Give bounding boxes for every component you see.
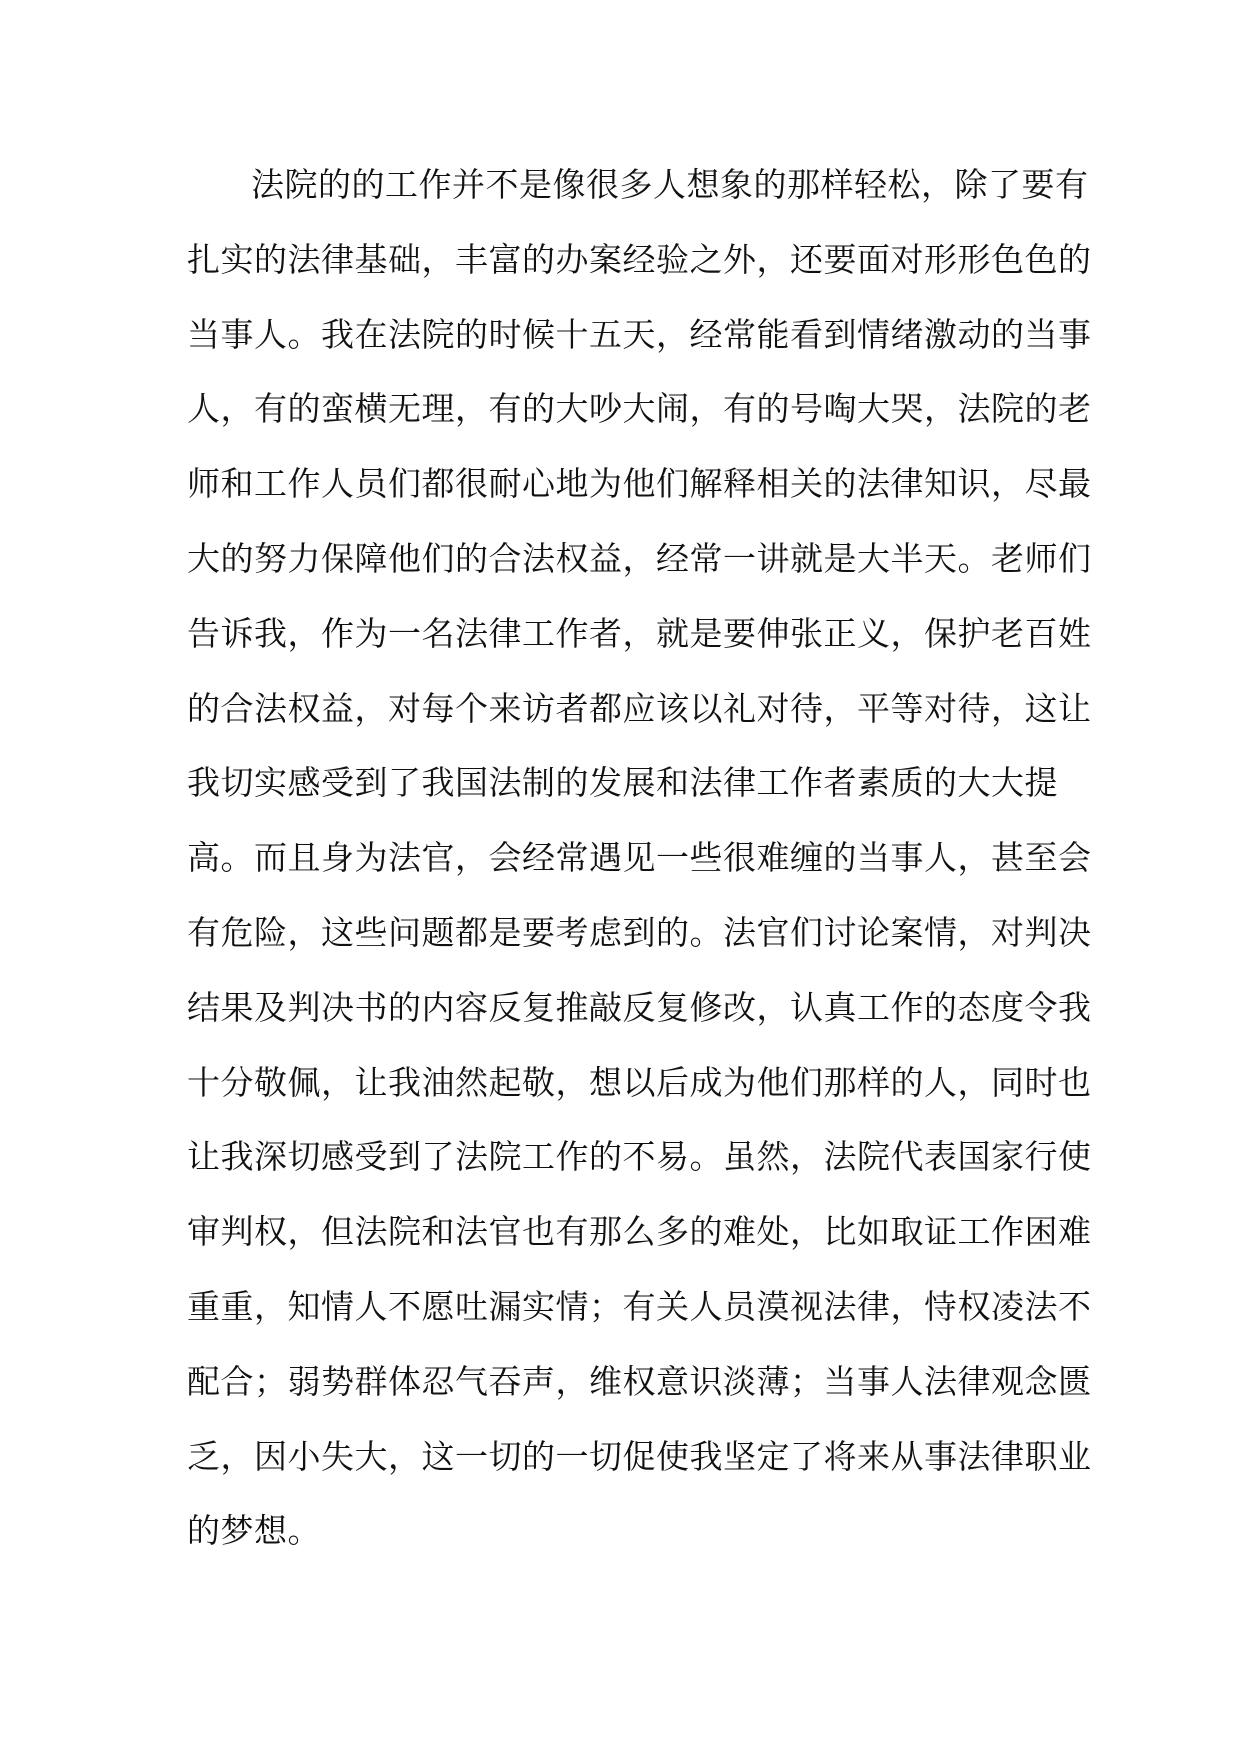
paragraph-line: 告诉我，作为一名法律工作者，就是要伸张正义，保护老百姓 bbox=[187, 613, 1092, 653]
paragraph-line: 大的努力保障他们的合法权益，经常一讲就是大半天。老师们 bbox=[187, 538, 1092, 578]
paragraph-line: 审判权，但法院和法官也有那么多的难处，比如取证工作困难 bbox=[187, 1212, 1092, 1252]
paragraph-line: 当事人。我在法院的时候十五天，经常能看到情绪激动的当事 bbox=[187, 314, 1092, 354]
paragraph-line: 的合法权益，对每个来访者都应该以礼对待，平等对待，这让 bbox=[187, 688, 1092, 728]
paragraph-line: 人，有的蛮横无理，有的大吵大闹，有的号啕大哭，法院的老 bbox=[187, 389, 1092, 429]
paragraph-line: 重重，知情人不愿吐漏实情；有关人员漠视法律，恃权凌法不 bbox=[187, 1286, 1092, 1326]
paragraph-line: 让我深切感受到了法院工作的不易。虽然，法院代表国家行使 bbox=[187, 1137, 1092, 1177]
paragraph-line: 配合；弱势群体忍气吞声，维权意识淡薄；当事人法律观念匮 bbox=[187, 1361, 1092, 1401]
body-paragraph bbox=[187, 163, 1092, 1584]
paragraph-line: 高。而且身为法官，会经常遇见一些很难缠的当事人，甚至会 bbox=[187, 838, 1092, 878]
paragraph-line: 的梦想。 bbox=[187, 1511, 321, 1551]
paragraph-line: 我切实感受到了我国法制的发展和法律工作者素质的大大提 bbox=[187, 763, 1058, 803]
paragraph-line: 结果及判决书的内容反复推敲反复修改，认真工作的态度令我 bbox=[187, 987, 1092, 1027]
paragraph-line: 扎实的法律基础，丰富的办案经验之外，还要面对形形色色的 bbox=[187, 239, 1092, 279]
paragraph-line: 有危险，这些问题都是要考虑到的。法官们讨论案情，对判决 bbox=[187, 912, 1092, 952]
paragraph-line: 师和工作人员们都很耐心地为他们解释相关的法律知识，尽最 bbox=[187, 464, 1092, 504]
paragraph-line: 法院的的工作并不是像很多人想象的那样轻松，除了要有 bbox=[251, 165, 1089, 204]
paragraph-line: 十分敬佩，让我油然起敬，想以后成为他们那样的人，同时也 bbox=[187, 1062, 1092, 1102]
paragraph-line: 乏，因小失大，这一切的一切促使我坚定了将来从事法律职业 bbox=[187, 1436, 1092, 1476]
